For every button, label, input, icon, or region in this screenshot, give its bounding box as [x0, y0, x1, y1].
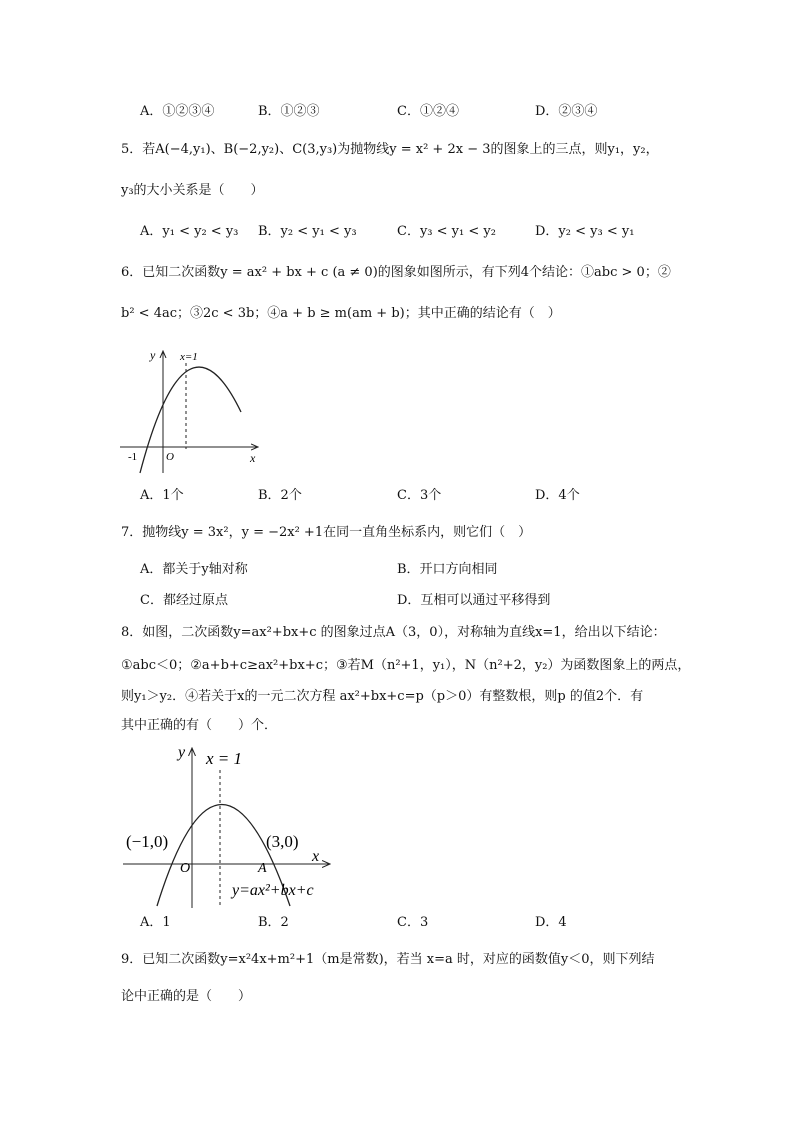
q8-option-b: B．2	[258, 915, 289, 930]
q5-option-c: C．y₃ < y₁ < y₂	[397, 224, 496, 239]
q4-option-c: C．①②④	[397, 104, 459, 119]
q8-y-label: y	[178, 744, 186, 761]
q4-option-d: D．②③④	[535, 104, 598, 119]
q4-option-b: B．①②③	[258, 104, 320, 119]
q5-option-b: B．y₂ < y₁ < y₃	[258, 224, 357, 239]
q8-option-a: A．1	[140, 915, 171, 930]
q6-stem-line2: b² < 4ac；③2c < 3b；④a + b ≥ m(am + b)；其中正确的结论有（ ）	[121, 306, 561, 321]
q5-option-d: D．y₂ < y₃ < y₁	[535, 224, 635, 239]
q5-option-a: A．y₁ < y₂ < y₃	[140, 224, 239, 239]
q7-option-d: D．互相可以通过平移得到	[397, 593, 551, 608]
q7-option-c: C．都经过原点	[140, 593, 228, 608]
q8-stem-line3: 则y₁＞y₂．④若关于x的一元二次方程 ax²+bx+c=p（p＞0）有整数根，则p 的值2个．有	[121, 689, 644, 704]
q8-sym-label: x = 1	[206, 749, 243, 768]
q6-origin-label: O	[166, 451, 174, 463]
q8-curve-label: y=ax²+bx+c	[232, 882, 314, 899]
q8-stem-line4: 其中正确的有（ ）个．	[121, 718, 278, 733]
q8-graph	[118, 740, 338, 908]
q8-stem-line1: 8．如图，二次函数y=ax²+bx+c 的图象过点A（3，0），对称轴为直线x=1，给出以下结论：	[121, 625, 666, 640]
q6-parabola	[140, 367, 241, 473]
q8-a-label: A	[258, 861, 267, 876]
q6-neg-label: -1	[128, 451, 138, 463]
q6-sym-label: x=1	[180, 351, 198, 363]
q7-stem: 7．抛物线y = 3x²，y = −2x² +1在同一直角坐标系内，则它们（ ）	[121, 525, 532, 540]
q7-option-a: A．都关于y轴对称	[140, 562, 248, 577]
q8-stem-line2: ①abc＜0；②a+b+c≥ax²+bx+c；③若M（n²+1，y₁），N（n²+2，y₂）为函数图象上的两点，	[121, 658, 691, 673]
q8-origin-label: O	[180, 861, 191, 876]
q8-left-point: (−1,0)	[126, 832, 169, 851]
q6-option-a: A．1个	[140, 488, 184, 503]
q8-option-c: C．3	[397, 915, 429, 930]
q4-option-a: A．①②③④	[140, 104, 215, 119]
q5-stem-line1: 5．若A(−4,y₁)、B(−2,y₂)、C(3,y₃)为抛物线y = x² + 2x − 3的图象上的三点，则y₁，y₂，	[121, 142, 659, 157]
q9-stem-line2: 论中正确的是（ ）	[121, 989, 252, 1004]
q7-option-b: B．开口方向相同	[397, 562, 498, 577]
q6-x-label: x	[250, 451, 256, 465]
q5-stem-line2: y₃的大小关系是（ ）	[121, 183, 264, 198]
q6-option-b: B．2个	[258, 488, 302, 503]
q8-right-point: (3,0)	[266, 832, 299, 851]
q6-y-label: y	[150, 348, 156, 362]
q9-stem-line1: 9．已知二次函数y=x²4x+m²+1（m是常数)，若当 x=a 时，对应的函数值y＜0，则下列结	[121, 952, 655, 967]
q6-graph	[118, 345, 268, 475]
q8-x-label: x	[312, 848, 320, 865]
q6-option-d: D．4个	[535, 488, 580, 503]
q6-stem-line1: 6．已知二次函数y = ax² + bx + c (a ≠ 0)的图象如图所示，有下列4个结论：①abc > 0；②	[121, 265, 671, 280]
q8-option-d: D．4	[535, 915, 567, 930]
q6-option-c: C．3个	[397, 488, 442, 503]
